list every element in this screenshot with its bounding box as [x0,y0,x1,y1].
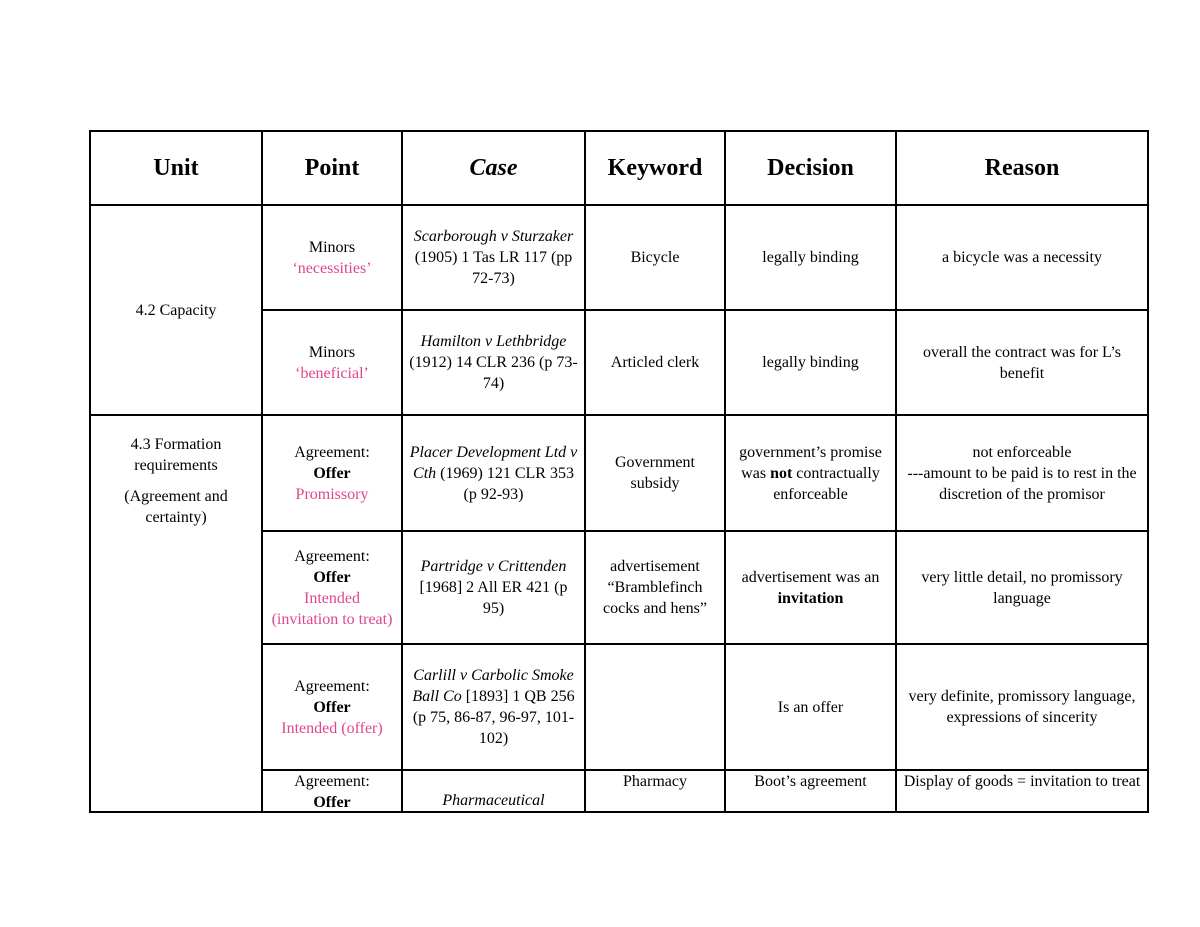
decision-pre: advertisement was an [741,568,880,586]
decision-pre: government’s promise was [739,443,882,482]
header-decision: Decision [725,131,896,205]
reason-cell: a bicycle was a necessity [896,205,1148,310]
table-row [90,205,1148,310]
header-case: Case [402,131,585,205]
case-name: Partridge v Crittenden [420,558,567,575]
keyword-cell [585,770,725,812]
case-cell [402,644,585,770]
case-name: Pharmaceutical [442,792,545,809]
keyword-text: Pharmacy [623,773,687,790]
point-cell [262,415,402,531]
point-main: Minors [308,238,356,256]
decision-cell [725,415,896,531]
point-bold: Offer [313,698,351,716]
case-name: Carlill v Carbolic Smoke Ball Co [412,667,574,705]
decision-text: Boot’s agreement [754,773,867,790]
point-cell [262,644,402,770]
point-pink: ‘necessities’ [292,259,372,277]
case-name: Placer Development Ltd v Cth [409,443,578,482]
decision-cell [725,531,896,644]
header-row [90,131,1148,205]
header-reason: Reason [896,131,1148,205]
keyword-cell [585,531,725,644]
case-table [89,130,1149,813]
case-name: Scarborough v Sturzaker [413,228,574,245]
case-cell [402,310,585,415]
point-bold: Offer [313,794,351,811]
decision-bold: not [770,464,793,482]
case-cite: (1905) 1 Tas LR 117 (pp 72-73) [414,249,573,287]
point-cell [262,310,402,415]
keyword-cell: Articled clerk [585,310,725,415]
point-main: Minors [308,343,356,361]
case-cite: (1912) 14 CLR 236 (p 73-74) [409,354,578,392]
reason-cell [896,415,1148,531]
header-keyword: Keyword [585,131,725,205]
decision-bold: invitation [777,589,844,607]
point-cell [262,531,402,644]
decision-cell: legally binding [725,205,896,310]
case-name: Hamilton v Lethbridge [420,333,567,350]
case-cell [402,531,585,644]
point-pink: Promissory [295,485,369,503]
keyword-line: “Bramblefinch cocks and hens” [603,579,707,617]
keyword-line: advertisement [610,558,700,575]
point-main: Agreement: [294,443,370,461]
point-bold: Offer [313,464,351,482]
case-cite: (1969) 121 CLR 353 (p 92-93) [436,464,574,503]
unit-formation-sub: (Agreement and certainty) [124,488,228,526]
point-main: Agreement: [294,773,370,790]
case-cite: [1968] 2 All ER 421 (p 95) [419,579,568,617]
reason-line: not enforceable [972,443,1072,461]
reason-line: ---amount to be paid is to rest in the discretion of the promisor [907,464,1137,503]
case-cell [402,415,585,531]
table-row [90,415,1148,531]
reason-cell: very definite, promissory language, expressions of sincerity [896,644,1148,770]
point-cell [262,770,402,812]
header-unit: Unit [90,131,262,205]
decision-cell: legally binding [725,310,896,415]
unit-formation-title: 4.3 Formation requirements [130,436,222,474]
decision-post: contractually enforceable [773,464,880,503]
point-main: Agreement: [294,547,370,565]
case-cell [402,770,585,812]
point-bold: Offer [313,568,351,586]
header-point: Point [262,131,402,205]
reason-text: Display of goods = invitation to treat [903,773,1141,790]
keyword-cell: Bicycle [585,205,725,310]
point-pink: Intended (offer) [281,719,383,737]
unit-formation [90,415,262,812]
keyword-cell: Government subsidy [585,415,725,531]
point-pink: Intended (invitation to treat) [271,589,393,628]
case-cell [402,205,585,310]
keyword-cell [585,644,725,770]
reason-cell: very little detail, no promissory language [896,531,1148,644]
decision-cell: Is an offer [725,644,896,770]
decision-cell [725,770,896,812]
point-cell [262,205,402,310]
reason-cell [896,770,1148,812]
point-main: Agreement: [294,677,370,695]
unit-capacity: 4.2 Capacity [90,205,262,415]
point-pink: ‘beneficial’ [295,364,369,382]
case-cite: [1893] 1 QB 256 (p 75, 86-87, 96-97, 101-102) [412,688,575,747]
reason-cell: overall the contract was for L’s benefit [896,310,1148,415]
